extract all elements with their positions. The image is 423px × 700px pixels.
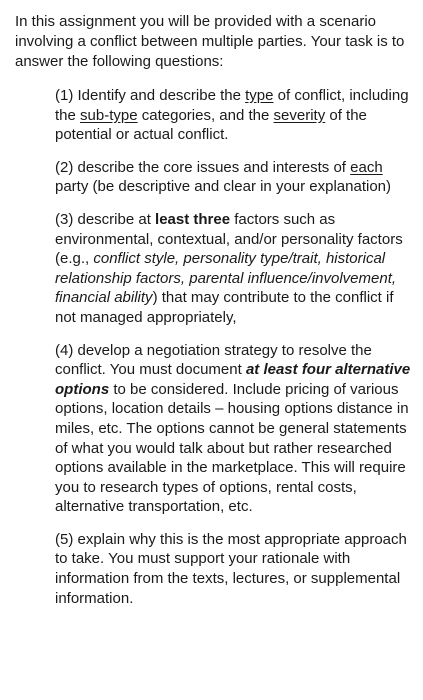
text-segment: (5) explain why this is the most appropriate approach to take. You must support your rationale with information from the texts, lectures, or supplemental information. — [55, 530, 407, 607]
text-segment: severity — [273, 106, 326, 124]
text-segment: type — [245, 87, 274, 104]
text-segment: conflict style, personality type/trait, historical relationship factors, parental influence/involvement, financial ability — [55, 250, 397, 307]
text-segment: at least four alternative options — [55, 361, 411, 398]
question-item-4 — [55, 341, 413, 517]
text-segment: to be considered. Include pricing of various options, location details – housing options distance in miles, etc. The options cannot be general statements of what you would talk about but rather researched options available in the marketplace. This will require you to research types of options, rental costs, alternative transportation, etc. — [55, 380, 409, 516]
text-segment: of conflict, including the — [55, 87, 409, 124]
text-segment: party (be descriptive and clear in your explanation) — [55, 178, 392, 196]
intro-paragraph: In this assignment you will be provided with a scenario involving a conflict between multiple parties. Your task is to answer the following questions: — [15, 13, 405, 70]
text-segment: of the potential or actual conflict. — [55, 106, 367, 144]
text-segment: factors such as environmental, contextual, and/or personality factors (e.g., — [55, 210, 403, 268]
question-item-3 — [55, 210, 413, 328]
text-segment: ) that may contribute to the conflict if not managed appropriately, — [55, 289, 394, 326]
text-segment: sub-type — [80, 106, 138, 124]
question-item-5 — [55, 530, 413, 608]
question-list — [15, 86, 413, 608]
question-item-2 — [55, 158, 413, 197]
text-segment: categories, and the — [137, 106, 274, 124]
text-segment: least three — [155, 210, 231, 228]
question-item-1 — [55, 86, 413, 145]
text-segment: each — [350, 158, 383, 176]
text-segment: (4) develop a negotiation strategy to resolve the conflict. You must document — [55, 341, 372, 379]
text-segment: (1) Identify and describe the — [55, 87, 246, 104]
text-segment: (2) describe the core issues and interests of — [55, 158, 351, 176]
text-segment: (3) describe at — [55, 210, 156, 228]
